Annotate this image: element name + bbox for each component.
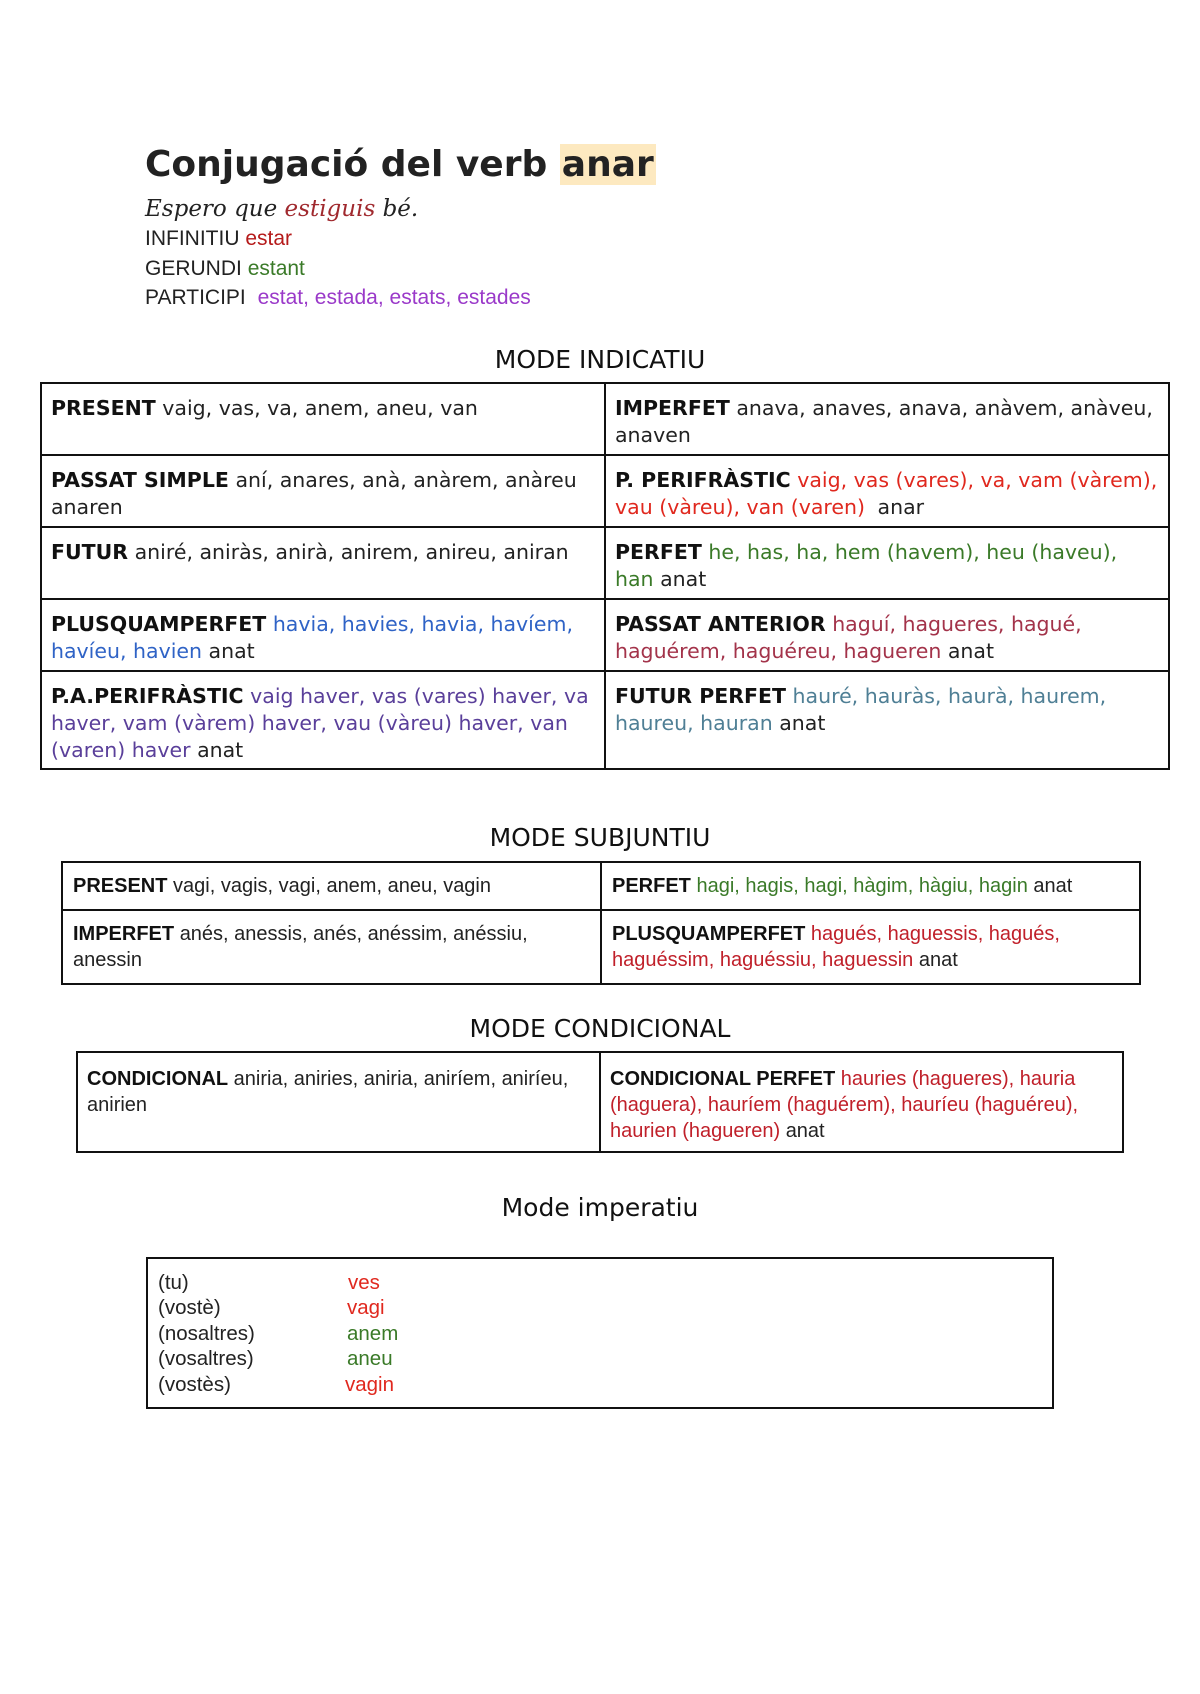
imperatiu-person: (vostè) [158, 1296, 221, 1319]
suffix-condicional-perfet: anat [785, 1120, 825, 1142]
infinitiu-value: estar [245, 227, 293, 250]
suffix-plusquamperfet: anat [208, 639, 255, 663]
subjuntiu-table [61, 861, 1141, 985]
imperatiu-form: aneu [347, 1347, 393, 1370]
cell-futur [41, 527, 605, 599]
page-title [145, 144, 656, 185]
imperatiu-form: vagin [345, 1373, 395, 1396]
label-sub-plusquamperfet: PLUSQUAMPERFET [612, 923, 806, 945]
imperatiu-person: (vosaltres) [158, 1347, 254, 1370]
label-passat-simple: PASSAT SIMPLE [51, 468, 229, 492]
forms-condicional: aniria, aniries, aniria, aniríem, aniríeu, anirien [87, 1068, 569, 1116]
infinitiu-label: INFINITIU [145, 227, 240, 250]
title-prefix: Conjugació del verb [145, 144, 548, 185]
forms-condicional-perfet: hauries (hagueres), hauria (haguera), hauríem (haguérem), hauríeu (haguéreu), haurien (hagueren) [610, 1068, 1079, 1142]
label-futur: FUTUR [51, 540, 129, 564]
imperatiu-person: (tu) [158, 1271, 189, 1294]
suffix-perifrastic: anar [877, 495, 925, 519]
label-condicional-perfet: CONDICIONAL PERFET [610, 1068, 836, 1090]
cell-imperfet [605, 383, 1169, 455]
imperatiu-box [146, 1257, 1054, 1409]
cell-passat-simple [41, 455, 605, 527]
cell-sub-plusquamperfet [601, 910, 1140, 984]
label-futur-perfet: FUTUR PERFET [615, 684, 787, 708]
participi-label: PARTICIPI [145, 286, 246, 309]
forms-perfet: he, has, ha, hem (havem), heu (haveu), han [615, 540, 1118, 591]
imperatiu-person: (nosaltres) [158, 1322, 255, 1345]
forms-perifrastic: vaig, vas (vares), va, vam (vàrem), vau (vàreu), van (varen) [615, 468, 1158, 519]
forms-plusquamperfet: havia, havies, havia, havíem, havíeu, havien [51, 612, 573, 663]
forms-pa-perifrastic: vaig haver, vas (vares) haver, va haver, vam (vàrem) haver, vau (vàreu) haver, van (varen) haver [51, 684, 589, 762]
gerundi-label: GERUNDI [145, 257, 242, 280]
forms-sub-perfet: hagi, hagis, hagi, hàgim, hàgiu, hagin [696, 875, 1028, 897]
participi-value: estat, estada, estats, estades [257, 286, 531, 309]
label-perifrastic: P. PERIFRÀSTIC [615, 468, 791, 492]
label-sub-imperfet: IMPERFET [73, 923, 175, 945]
suffix-sub-plusquamperfet: anat [918, 949, 958, 971]
forms-imperfet: anava, anaves, anava, anàvem, anàveu, anaven [615, 396, 1153, 447]
label-imperfet: IMPERFET [615, 396, 730, 420]
cell-perifrastic [605, 455, 1169, 527]
label-pa-perifrastic: P.A.PERIFRÀSTIC [51, 684, 244, 708]
label-condicional: CONDICIONAL [87, 1068, 229, 1090]
section-title-imperatiu: Mode imperatiu [501, 1193, 699, 1222]
title-verb: anar [561, 144, 654, 185]
label-present: PRESENT [51, 396, 156, 420]
cell-condicional-perfet [600, 1052, 1123, 1152]
subtitle-c: bé. [382, 196, 419, 222]
cell-condicional [77, 1052, 600, 1152]
cell-passat-anterior [605, 599, 1169, 671]
subtitle-b: estiguis [284, 196, 376, 222]
forms-sub-imperfet: anés, anessis, anés, anéssim, anéssiu, anessin [73, 923, 528, 971]
label-plusquamperfet: PLUSQUAMPERFET [51, 612, 267, 636]
forms-futur-perfet: hauré, hauràs, haurà, haurem, haureu, hauran [615, 684, 1107, 735]
suffix-perfet: anat [660, 567, 707, 591]
cell-plusquamperfet [41, 599, 605, 671]
suffix-passat-anterior: anat [947, 639, 994, 663]
participi-line [145, 286, 531, 310]
imperatiu-person: (vostès) [158, 1373, 231, 1396]
imperatiu-row [158, 1321, 255, 1347]
imperatiu-form: anem [347, 1322, 399, 1345]
cell-present [41, 383, 605, 455]
cell-perfet [605, 527, 1169, 599]
forms-present: vaig, vas, va, anem, aneu, van [162, 396, 478, 420]
suffix-sub-perfet: anat [1033, 875, 1073, 897]
forms-passat-simple: aní, anares, anà, anàrem, anàreu anaren [51, 468, 577, 519]
imperatiu-form: vagi [347, 1296, 385, 1319]
condicional-table [76, 1051, 1124, 1153]
forms-passat-anterior: haguí, hagueres, hagué, haguérem, haguéreu, hagueren [615, 612, 1082, 663]
label-perfet: PERFET [615, 540, 702, 564]
section-title-condicional: MODE CONDICIONAL [469, 1014, 731, 1043]
cell-sub-present [62, 862, 601, 910]
section-title-indicatiu: MODE INDICATIU [494, 345, 706, 374]
cell-pa-perifrastic [41, 671, 605, 769]
imperatiu-row [158, 1270, 189, 1296]
forms-futur: aniré, aniràs, anirà, anirem, anireu, aniran [134, 540, 569, 564]
subtitle-a: Espero que [145, 196, 278, 222]
imperatiu-row [158, 1372, 231, 1398]
imperatiu-row [158, 1295, 221, 1321]
infinitiu-line [145, 227, 292, 251]
imperatiu-row [158, 1346, 254, 1372]
cell-sub-imperfet [62, 910, 601, 984]
forms-sub-present: vagi, vagis, vagi, anem, aneu, vagin [173, 875, 491, 897]
suffix-pa-perifrastic: anat [197, 738, 244, 762]
gerundi-line [145, 257, 305, 281]
suffix-futur-perfet: anat [779, 711, 826, 735]
gerundi-value: estant [247, 257, 305, 280]
section-title-subjuntiu: MODE SUBJUNTIU [489, 823, 711, 852]
imperatiu-form: ves [348, 1271, 380, 1294]
indicatiu-table [40, 382, 1170, 770]
label-sub-perfet: PERFET [612, 875, 691, 897]
forms-sub-plusquamperfet: hagués, haguessis, hagués, haguéssim, haguéssiu, haguessin [612, 923, 1060, 971]
cell-futur-perfet [605, 671, 1169, 769]
subtitle [145, 196, 418, 222]
label-sub-present: PRESENT [73, 875, 168, 897]
cell-sub-perfet [601, 862, 1140, 910]
label-passat-anterior: PASSAT ANTERIOR [615, 612, 826, 636]
